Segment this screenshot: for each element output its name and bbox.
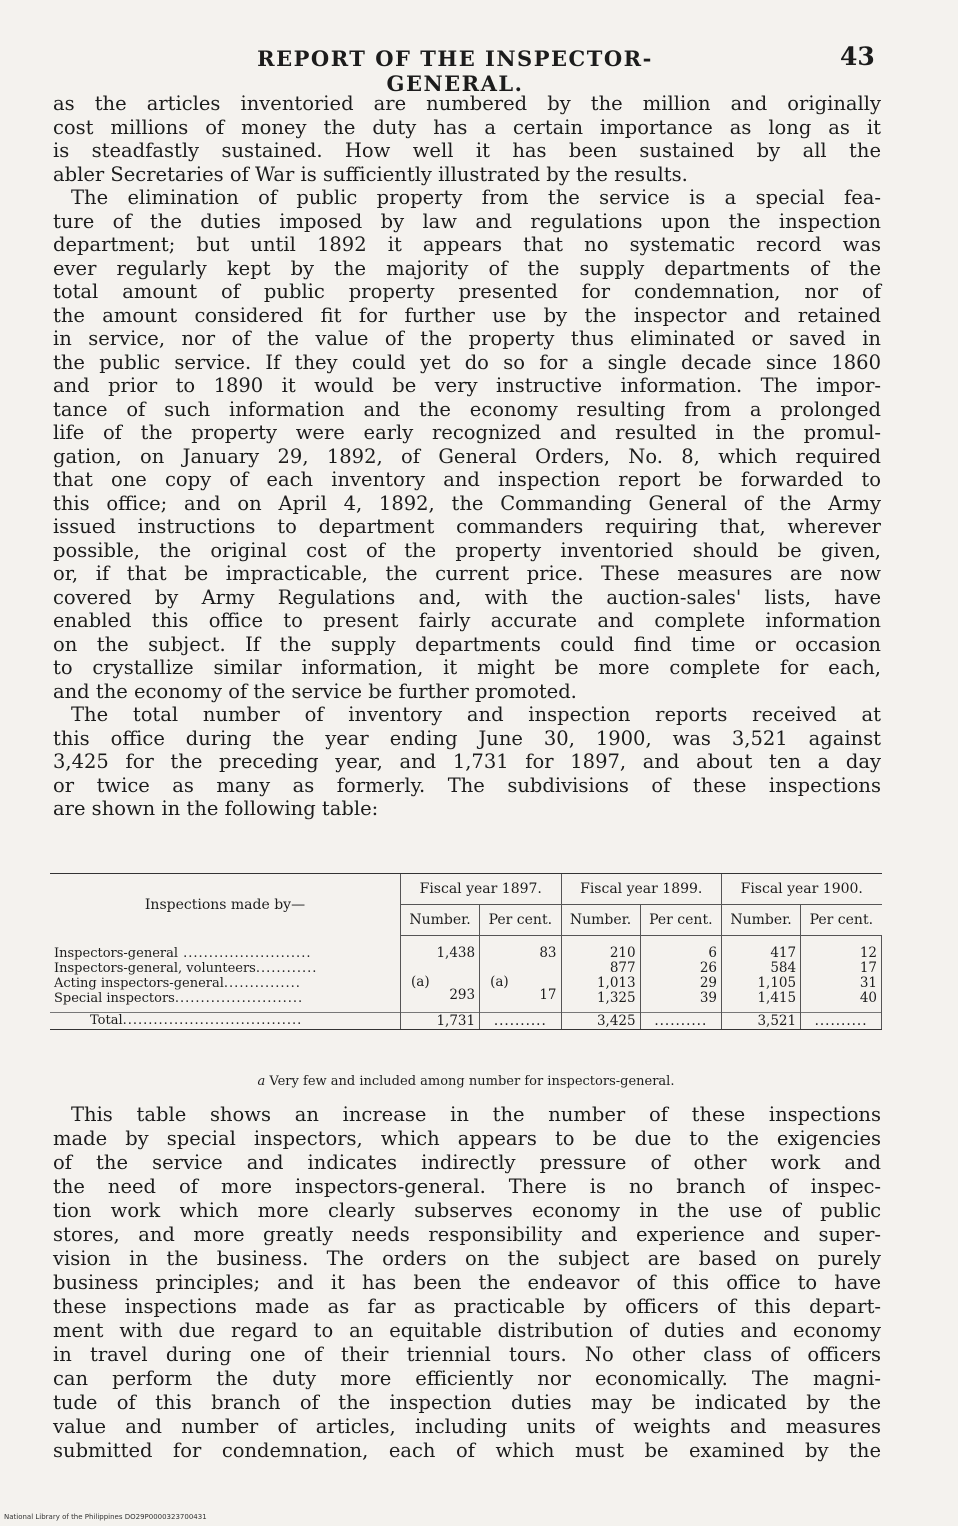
cell-value: 17 bbox=[539, 987, 557, 1003]
text-line: is steadfastly sustained. How well it has been sustained by all the bbox=[53, 139, 881, 162]
cell-value: 17 bbox=[859, 960, 877, 976]
total-1897-percent-blank: .......... bbox=[480, 1012, 561, 1029]
text-line: the need of more inspectors-general. There is no branch of inspec- bbox=[53, 1175, 881, 1198]
text-line: this office during the year ending June 30, 1900, was 3,521 against bbox=[53, 726, 881, 750]
row-label: Special inspectors......................... bbox=[54, 990, 304, 1006]
text-line: ment with due regard to an equitable distribution of duties and economy bbox=[53, 1319, 881, 1342]
cell-value: 877 bbox=[609, 960, 636, 976]
text-line: the amount considered fit for further use by the inspector and retained bbox=[53, 303, 881, 327]
text-line: to crystallize similar information, it might be more complete for each, bbox=[53, 656, 881, 679]
text-line: ever regularly kept by the majority of the supply departments of the bbox=[53, 256, 881, 280]
table-footnote bbox=[50, 1074, 882, 1089]
table-row bbox=[50, 936, 882, 1013]
row-label: Inspectors-general ......................... bbox=[54, 945, 312, 961]
text-line: department; but until 1892 it appears that no systematic record was bbox=[53, 233, 881, 256]
text-line: made by special inspectors, which appears to be due to the exigencies bbox=[53, 1127, 881, 1150]
cell-value: (a) bbox=[490, 974, 509, 990]
table-bottom-rule bbox=[50, 1029, 882, 1030]
text-line: on the subject. If the supply departments could find time or occasion bbox=[53, 632, 881, 656]
text-line: as the articles inventoried are numbered by the million and originally bbox=[53, 92, 881, 115]
stub-header: Inspections made by— bbox=[50, 874, 401, 936]
text-line: The total number of inventory and inspection reports received at bbox=[71, 703, 881, 726]
text-line: that one copy of each inventory and inspection report be forwarded to bbox=[53, 468, 881, 491]
page-number: 43 bbox=[840, 42, 875, 71]
fy1897-percent-cell bbox=[480, 936, 561, 1013]
text-line: stores, and more greatly needs responsibility and experience and super- bbox=[53, 1223, 881, 1246]
text-line: this office; and on April 4, 1892, the Commanding General of the Army bbox=[53, 491, 881, 515]
col-header-percent: Per cent. bbox=[480, 905, 561, 936]
cell-value: 6 bbox=[708, 945, 717, 961]
cell-value: 1,013 bbox=[596, 975, 636, 991]
inspections-table-wrap bbox=[50, 873, 882, 1030]
text-line: are shown in the following table: bbox=[53, 797, 379, 820]
footnote-text: Very few and included among number for inspectors-general. bbox=[269, 1074, 675, 1089]
text-line: total amount of public property presented for condemnation, nor of bbox=[53, 280, 881, 303]
cell-value: 293 bbox=[449, 987, 476, 1003]
text-line: life of the property were early recognized and resulted in the promul- bbox=[53, 421, 881, 444]
cell-value: 39 bbox=[699, 990, 717, 1006]
table-row-total bbox=[50, 1012, 882, 1029]
running-header: REPORT OF THE INSPECTOR-GENERAL. bbox=[257, 46, 653, 96]
col-header-number: Number. bbox=[722, 905, 801, 936]
row-label: Inspectors-general, volunteers............ bbox=[54, 960, 318, 976]
row-labels-cell bbox=[50, 936, 401, 1013]
text-line: enabled this office to present fairly accurate and complete information bbox=[53, 609, 881, 632]
total-label-cell: Total................................... bbox=[50, 1012, 401, 1029]
text-line: abler Secretaries of War is sufficiently illustrated by the results. bbox=[53, 162, 688, 186]
cell-value: 1,105 bbox=[757, 975, 797, 991]
total-1897: 1,731 bbox=[401, 1012, 480, 1029]
text-line: value and number of articles, including units of weights and measures bbox=[53, 1415, 881, 1438]
text-line: or, if that be impracticable, the current price. These measures are now bbox=[53, 562, 881, 585]
text-line: gation, on January 29, 1892, of General Orders, No. 8, which required bbox=[53, 444, 881, 468]
text-line: vision in the business. The orders on the subject are based on purely bbox=[53, 1247, 881, 1270]
text-line: This table shows an increase in the number of these inspections bbox=[71, 1103, 881, 1126]
text-line: can perform the duty more efficiently nor economically. The magni- bbox=[53, 1367, 881, 1390]
cell-value: (a) bbox=[411, 974, 430, 990]
col-header-number: Number. bbox=[561, 905, 640, 936]
year-header-1897: Fiscal year 1897. bbox=[401, 874, 562, 905]
cell-value: 584 bbox=[770, 960, 797, 976]
cell-value: 1,325 bbox=[596, 990, 636, 1006]
cell-value: 12 bbox=[859, 945, 877, 961]
text-line: in service, nor of the value of the property thus eliminated or saved in bbox=[53, 327, 881, 350]
cell-value: 210 bbox=[609, 945, 636, 961]
year-header-1899: Fiscal year 1899. bbox=[561, 874, 722, 905]
col-header-number: Number. bbox=[401, 905, 480, 936]
row-label: Acting inspectors-general............... bbox=[54, 975, 301, 991]
cell-value: 1,438 bbox=[436, 945, 476, 961]
cell-value: 31 bbox=[859, 975, 877, 991]
text-line: the public service. If they could yet do so for a single decade since 1860 bbox=[53, 350, 881, 374]
text-line: or twice as many as formerly. The subdivisions of these inspections bbox=[53, 773, 881, 797]
fy1899-number-cell bbox=[561, 936, 640, 1013]
total-1899-percent-blank: .......... bbox=[640, 1012, 721, 1029]
text-line: covered by Army Regulations and, with the auction-sales' lists, have bbox=[53, 585, 881, 609]
cell-value: 40 bbox=[859, 990, 877, 1006]
text-line: of the service and indicates indirectly pressure of other work and bbox=[53, 1151, 881, 1174]
total-1899: 3,425 bbox=[561, 1012, 640, 1029]
fy1900-number-cell bbox=[722, 936, 801, 1013]
text-line: tance of such information and the economy resulting from a prolonged bbox=[53, 397, 881, 421]
year-header-1900: Fiscal year 1900. bbox=[722, 874, 882, 905]
body-text-bottom bbox=[53, 1103, 881, 1463]
cell-value: 417 bbox=[770, 945, 797, 961]
fy1900-percent-cell bbox=[801, 936, 882, 1013]
col-header-percent: Per cent. bbox=[640, 905, 721, 936]
text-line: The elimination of public property from the service is a special fea- bbox=[71, 186, 881, 209]
text-line: issued instructions to department commanders requiring that, wherever bbox=[53, 515, 881, 538]
cell-value: 26 bbox=[699, 960, 717, 976]
inspections-table bbox=[50, 874, 882, 1029]
text-line: 3,425 for the preceding year, and 1,731 for 1897, and about ten a day bbox=[53, 750, 881, 773]
cell-value: 1,415 bbox=[757, 990, 797, 1006]
text-line: tion work which more clearly subserves economy in the use of public bbox=[53, 1199, 881, 1222]
fy1897-number-cell bbox=[401, 936, 480, 1013]
total-1900-percent-blank: .......... bbox=[801, 1012, 882, 1029]
library-footer: National Library of the Philippines DO29P0000323700431 bbox=[4, 1513, 207, 1521]
text-line: in travel during one of their triennial tours. No other class of officers bbox=[53, 1343, 881, 1366]
text-line: submitted for condemnation, each of which must be examined by the bbox=[53, 1439, 881, 1462]
footnote-marker: a bbox=[257, 1074, 266, 1089]
col-header-percent: Per cent. bbox=[801, 905, 882, 936]
text-line: and the economy of the service be further promoted. bbox=[53, 679, 577, 703]
text-line: ture of the duties imposed by law and regulations upon the inspection bbox=[53, 209, 881, 233]
text-line: and prior to 1890 it would be very instructive information. The impor- bbox=[53, 374, 881, 397]
body-text-top bbox=[53, 92, 881, 821]
text-line: tude of this branch of the inspection duties may be indicated by the bbox=[53, 1391, 881, 1414]
text-line: business principles; and it has been the endeavor of this office to have bbox=[53, 1271, 881, 1294]
cell-value: 29 bbox=[699, 975, 717, 991]
text-line: these inspections made as far as practicable by officers of this depart- bbox=[53, 1295, 881, 1318]
total-1900: 3,521 bbox=[722, 1012, 801, 1029]
fy1899-percent-cell bbox=[640, 936, 721, 1013]
cell-value: 83 bbox=[539, 945, 557, 961]
text-line: cost millions of money the duty has a certain importance as long as it bbox=[53, 115, 881, 139]
text-line: possible, the original cost of the property inventoried should be given, bbox=[53, 538, 881, 562]
